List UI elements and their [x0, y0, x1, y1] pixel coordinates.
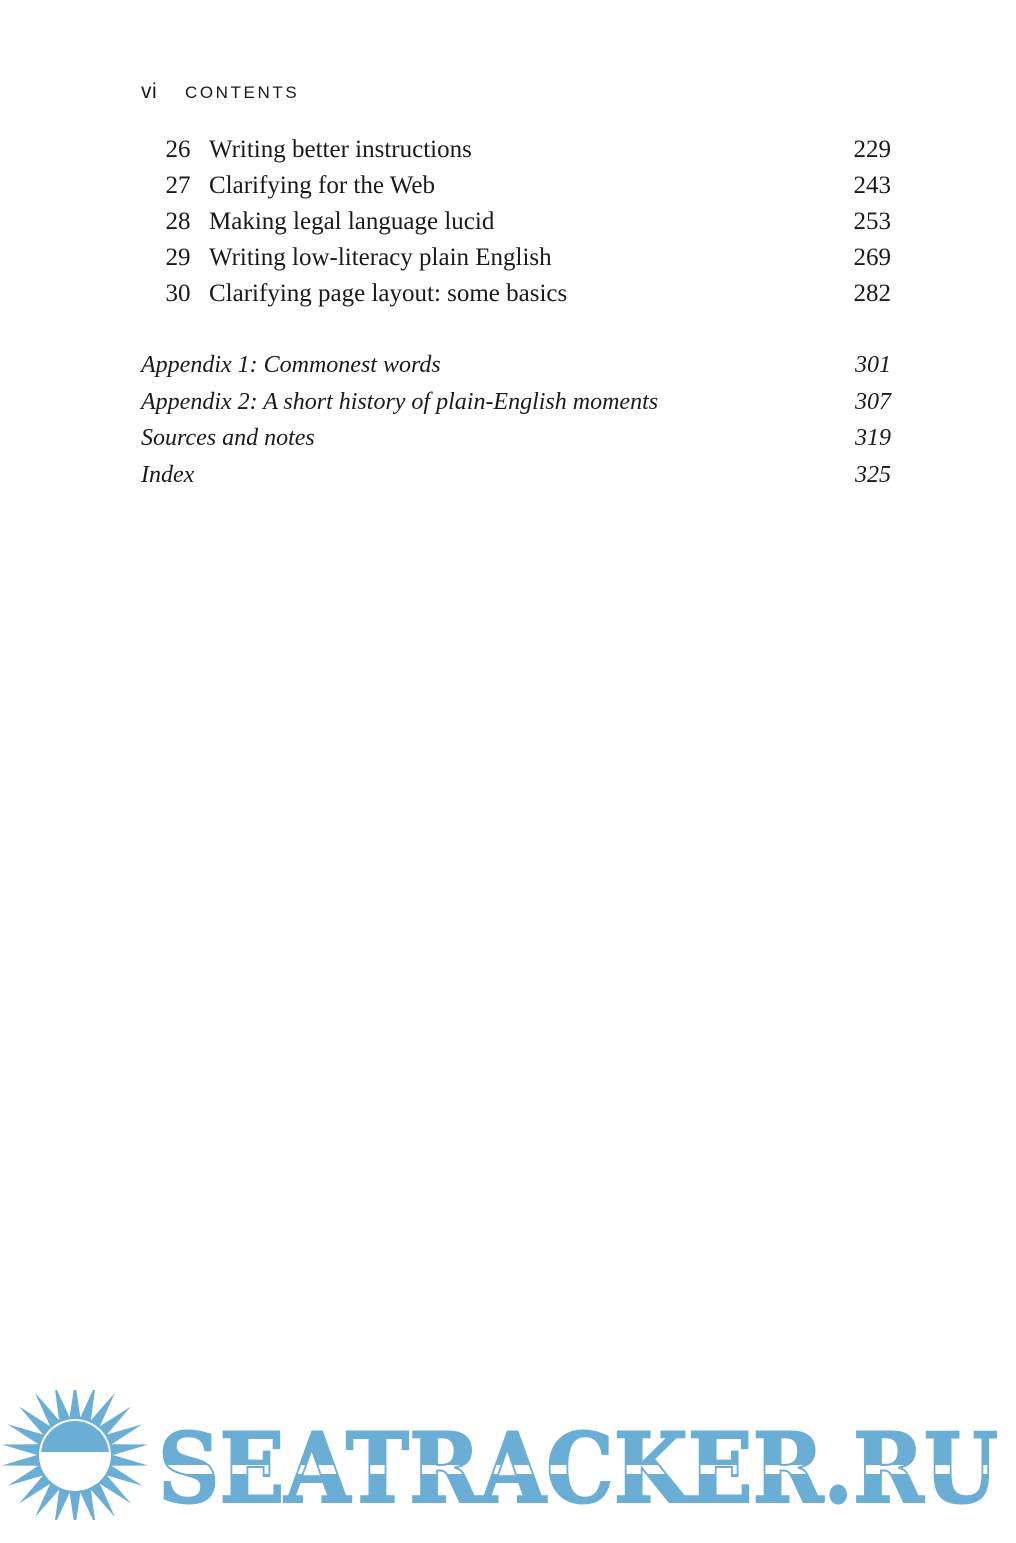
section-title: CONTENTS — [184, 83, 300, 102]
page-number: 301 — [855, 352, 891, 378]
chapter-title: Writing better instructions — [209, 136, 472, 163]
chapter-number: 29 — [165, 244, 191, 271]
chapter-number: 30 — [165, 280, 191, 307]
toc-entry[interactable] — [141, 352, 891, 389]
page-number: 307 — [855, 388, 891, 415]
sun-icon — [2, 1390, 148, 1520]
toc-entry[interactable] — [141, 208, 891, 244]
page-folio: vi — [141, 80, 158, 103]
toc-entry[interactable] — [141, 136, 891, 172]
chapter-number: 28 — [165, 208, 191, 235]
toc-entry[interactable] — [141, 462, 891, 499]
chapter-number: 26 — [165, 136, 191, 163]
page-number: 319 — [855, 425, 891, 451]
watermark-graphic — [0, 1390, 1016, 1520]
chapter-list — [141, 136, 891, 316]
watermark — [0, 1390, 1016, 1520]
toc-entry[interactable] — [141, 280, 891, 316]
running-head — [141, 80, 299, 104]
backmatter-title: Appendix 1: Commonest words — [141, 352, 441, 378]
backmatter-list — [141, 352, 891, 498]
page-number: 253 — [853, 208, 891, 235]
toc-entry[interactable] — [141, 172, 891, 208]
backmatter-title: Sources and notes — [141, 425, 315, 451]
backmatter-title: Index — [141, 461, 195, 488]
toc-entry[interactable] — [141, 425, 891, 462]
page-number: 282 — [853, 280, 891, 307]
page-number: 269 — [853, 244, 891, 271]
toc-entry[interactable] — [141, 389, 891, 426]
page-number: 325 — [855, 461, 891, 488]
chapter-title: Making legal language lucid — [209, 208, 495, 235]
chapter-title: Clarifying for the Web — [209, 172, 435, 199]
sun-horizon — [39, 1452, 111, 1458]
watermark-text: SEATRACKER.RU — [158, 1412, 998, 1520]
toc-entry[interactable] — [141, 244, 891, 280]
backmatter-title: Appendix 2: A short history of plain-English moments — [141, 388, 659, 415]
chapter-title: Writing low-literacy plain English — [209, 244, 552, 271]
chapter-title: Clarifying page layout: some basics — [209, 280, 568, 307]
chapter-number: 27 — [165, 172, 191, 199]
page-number: 243 — [853, 172, 891, 199]
page-number: 229 — [853, 136, 891, 163]
